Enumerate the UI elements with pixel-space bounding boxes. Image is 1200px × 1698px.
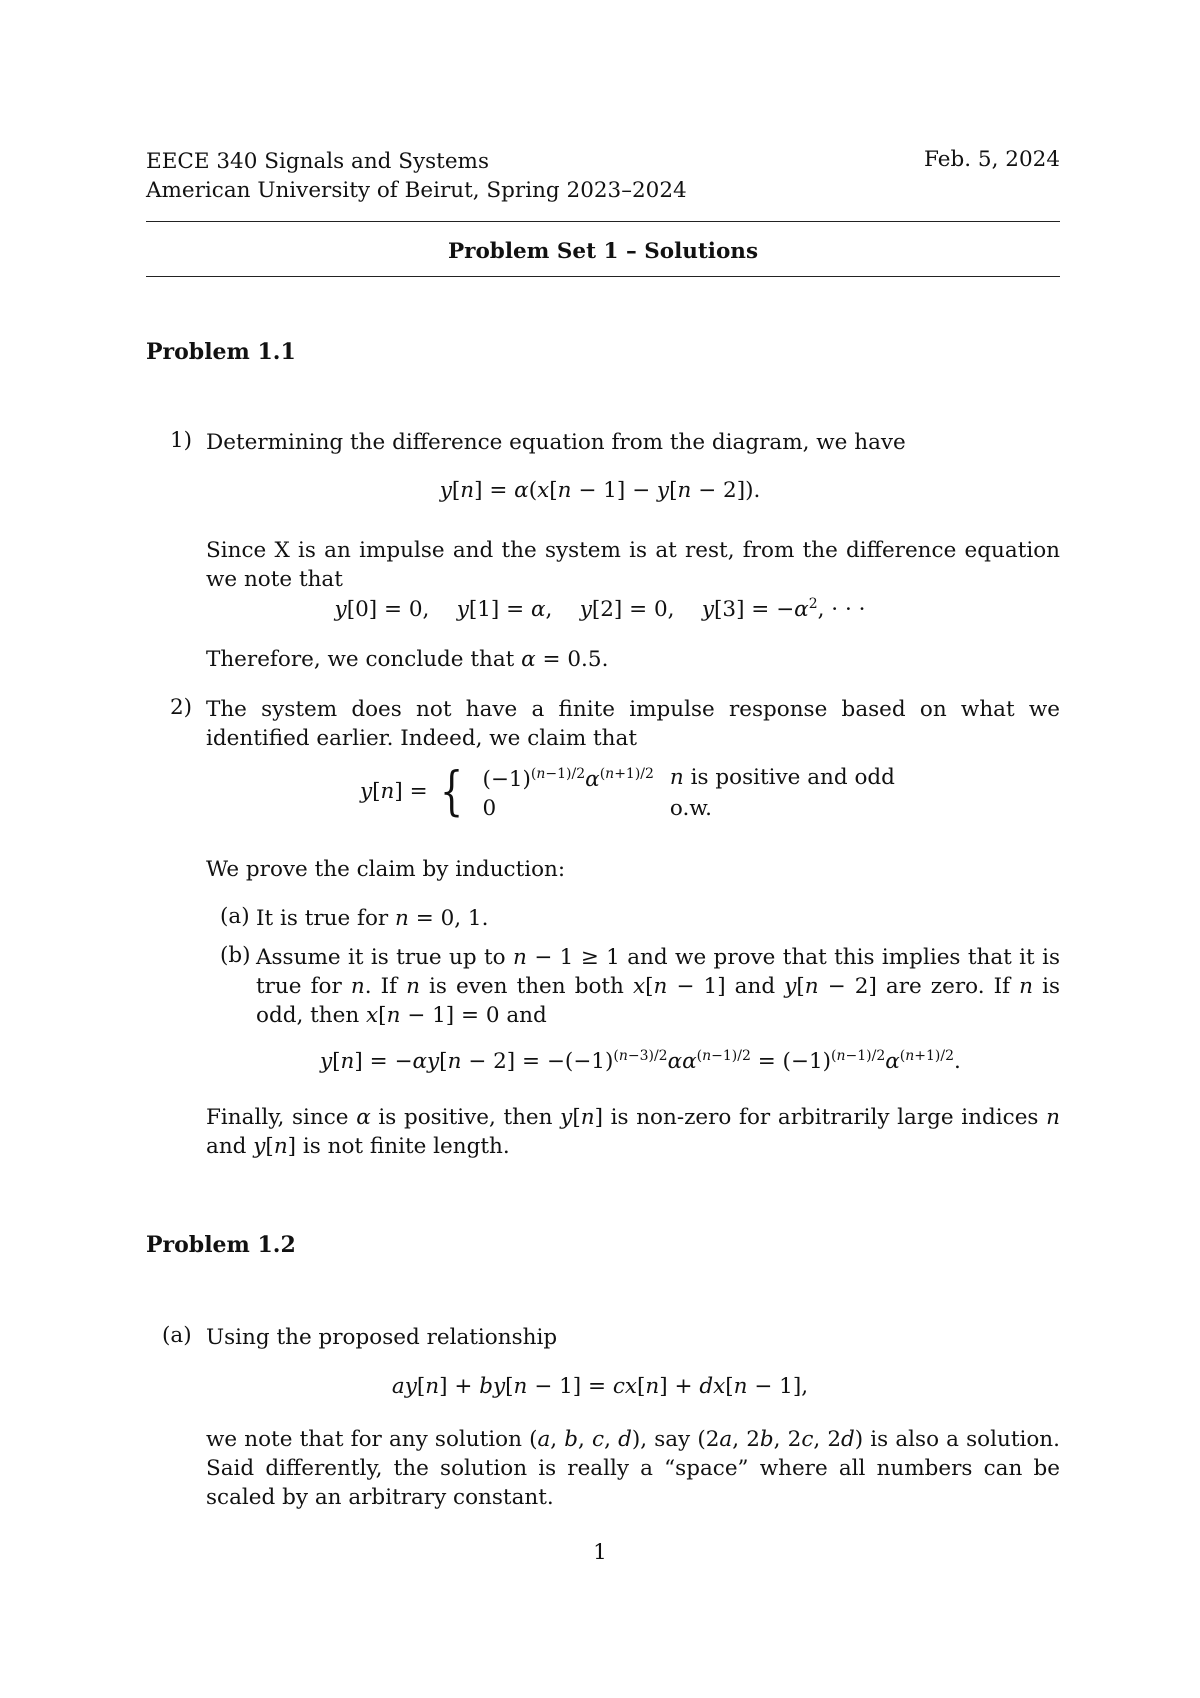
document-title: Problem Set 1 – Solutions xyxy=(447,239,759,264)
part-a-intro: Using the proposed relationship xyxy=(206,1325,558,1350)
case-1-condition: n is positive and odd xyxy=(669,764,895,790)
part-a-paragraph: we note that for any solution (a, b, c, d), say (2a, 2b, 2c, 2d) is also a solution. Said differently, the solution is really a “space” where all numbers can be scaled by an arbitrary constant. xyxy=(206,1427,1060,1510)
case-row xyxy=(482,760,911,794)
top-rule xyxy=(146,221,1060,222)
course-title: EECE 340 Signals and Systems xyxy=(146,149,489,174)
since-paragraph: Since X is an impulse and the system is at rest, from the difference equation we note that xyxy=(206,538,1060,592)
part-1-marker: 1) xyxy=(170,428,193,453)
step-b-marker: (b) xyxy=(220,943,251,968)
conclusion-text: Therefore, we conclude that α = 0.5. xyxy=(206,647,609,672)
part-2-marker: 2) xyxy=(170,695,193,720)
problem-1-2-heading: Problem 1.2 xyxy=(146,1232,296,1258)
relationship-equation: ay[n] + by[n − 1] = cx[n] + dx[n − 1], xyxy=(391,1374,809,1399)
title-rule xyxy=(146,276,1060,277)
induction-intro-text: We prove the claim by induction: xyxy=(206,857,566,882)
induction-equation: $y[n] = -\alpha y[n - 2] = -(-1)^{(n-3)/2}\alpha\alpha^{(n-1)/2} = (-1)^{(n-1)/2}\alpha^{(n+1)/2}$. xyxy=(320,1048,961,1075)
final-paragraph: Finally, since α is positive, then y[n] is non-zero for arbitrarily large indices n and y[n] is not finite length. xyxy=(206,1105,1060,1159)
step-a-marker: (a) xyxy=(220,904,250,929)
initial-values-equation: y[0] = 0, y[1] = α, y[2] = 0, $y[3] = -\alpha^2$, · · · xyxy=(334,596,866,623)
problem-1-1-heading: Problem 1.1 xyxy=(146,339,296,365)
difference-equation: y[n] = α(x[n − 1] − y[n − 2]). xyxy=(439,478,761,503)
step-a-text: It is true for n = 0, 1. xyxy=(256,906,489,931)
case-row xyxy=(482,794,911,823)
header-date: Feb. 5, 2024 xyxy=(924,147,1060,172)
piecewise-equation: y[n] = { $(-1)^{(n-1)/2}\alpha^{(n+1)/2}$ n is positive and odd 0 o.w. xyxy=(360,760,911,823)
part-2-intro: The system does not have a finite impulse response based on what we identified earlier. Indeed, we claim that xyxy=(206,697,1060,751)
part-a-marker: (a) xyxy=(162,1323,192,1348)
part-1-intro: Determining the difference equation from the diagram, we have xyxy=(206,430,906,455)
case-1-expression: $(-1)^{(n-1)/2}\alpha^{(n+1)/2}$ xyxy=(482,766,654,793)
case-2-expression: 0 xyxy=(482,796,497,822)
step-b-text: Assume it is true up to n − 1 ≥ 1 and we prove that this implies that it is true for n. If n is even then both x[n − 1] and y[n − 2] are zero. If n is odd, then x[n − 1] = 0 and xyxy=(256,945,1061,1028)
left-brace: { xyxy=(439,761,463,822)
cases-table xyxy=(482,760,911,823)
case-2-condition: o.w. xyxy=(669,796,713,822)
university-line: American University of Beirut, Spring 2023–2024 xyxy=(146,178,687,203)
header-left xyxy=(146,147,687,205)
page-number: 1 xyxy=(593,1540,607,1565)
